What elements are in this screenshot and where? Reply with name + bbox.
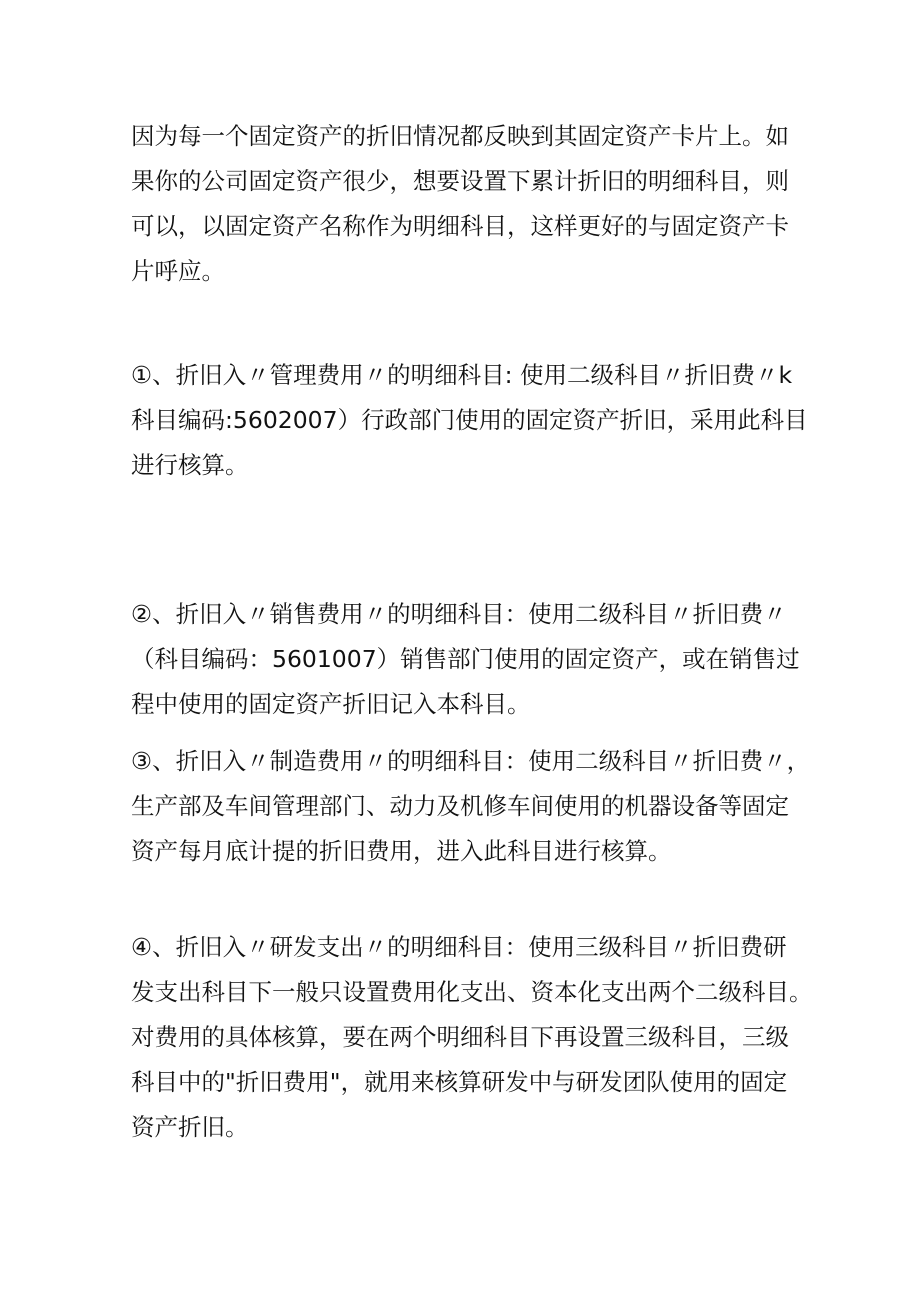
- text-line: 发支出科目下一般只设置费用化支出、资本化支出两个二级科目。: [131, 978, 813, 1006]
- paragraph-manufacturing-overhead: [131, 739, 811, 874]
- text-line: 片呼应。: [131, 257, 225, 285]
- text-line: 生产部及车间管理部门、动力及机修车间使用的机器设备等固定: [131, 792, 789, 820]
- text-line: 程中使用的固定资产折旧记入本科目。: [131, 690, 531, 718]
- text-line: 资产折旧。: [131, 1113, 249, 1141]
- text-line: ③、折旧入〃制造费用〃的明细科目：使用二级科目〃折旧费〃，: [131, 747, 811, 775]
- text-line: 可以，以固定资产名称作为明细科目，这样更好的与固定资产卡: [131, 212, 789, 240]
- text-line: 因为每一个固定资产的折旧情况都反映到其固定资产卡片上。如: [131, 122, 789, 150]
- text-line: 科目中的"折旧费用"，就用来核算研发中与研发团队使用的固定: [131, 1068, 788, 1096]
- paragraph-rd-expense: [131, 925, 811, 1150]
- text-line: 资产每月底计提的折旧费用，进入此科目进行核算。: [131, 837, 672, 865]
- text-line: （科目编码：5601007）销售部门使用的固定资产，或在销售过: [131, 645, 800, 673]
- text-line: ②、折旧入〃销售费用〃的明细科目：使用二级科目〃折旧费〃: [131, 600, 787, 628]
- text-line: 对费用的具体核算，要在两个明细科目下再设置三级科目，三级: [131, 1023, 789, 1051]
- text-line: 果你的公司固定资产很少，想要设置下累计折旧的明细科目，则: [131, 167, 789, 195]
- text-line: 科目编码:5602007）行政部门使用的固定资产折旧，采用此科目: [131, 406, 808, 434]
- paragraph-intro: [131, 114, 811, 294]
- text-line: ④、折旧入〃研发支出〃的明细科目：使用三级科目〃折旧费研: [131, 933, 787, 961]
- paragraph-management-expense: [131, 353, 811, 488]
- text-line: ①、折旧入〃管理费用〃的明细科目: 使用二级科目〃折旧费〃k: [131, 361, 793, 389]
- text-line: 进行核算。: [131, 451, 249, 479]
- paragraph-sales-expense: [131, 592, 811, 727]
